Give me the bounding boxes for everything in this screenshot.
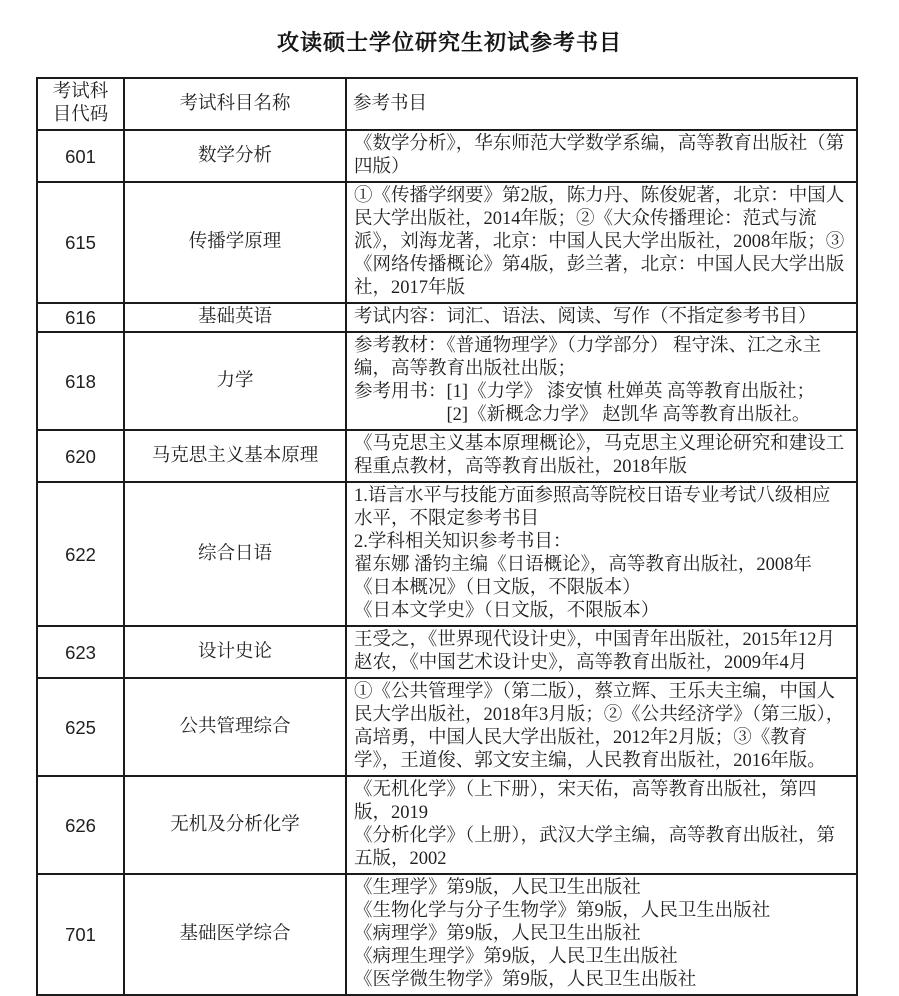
reference-line: 《病理生理学》第9版，人民卫生出版社 <box>354 947 678 967</box>
table-header <box>37 78 857 130</box>
reference-line: 2.学科相关知识参考书目： <box>354 532 572 552</box>
reference-line: 《马克思主义基本原理概论》，马克思主义理论研究和建设工程重点教材，高等教育出版社，2018年版 <box>354 434 845 477</box>
subject-name-cell: 数学分析 <box>124 130 346 182</box>
reference-line: 王受之，《世界现代设计史》，中国青年出版社，2015年12月 <box>354 630 836 650</box>
reference-line: ①《传播学纲要》第2版，陈力丹、陈俊妮著，北京：中国人民大学出版社，2014年版；②《大众传播理论：范式与流派》，刘海龙著，北京：中国人民大学出版社，2008年版；③《网络传播概论》第4版，彭兰著，北京：中国人民大学出版社，2017年版 <box>354 186 845 298</box>
reference-line: [2]《新概念力学》 赵凯华 高等教育出版社。 <box>354 405 811 425</box>
subject-code-cell: 620 <box>37 430 124 482</box>
subject-name-cell: 传播学原理 <box>124 182 346 303</box>
subject-code-cell: 625 <box>37 678 124 776</box>
reference-line: 《数学分析》，华东师范大学数学系编，高等教育出版社（第四版） <box>354 134 845 177</box>
subject-name-cell: 无机及分析化学 <box>124 776 346 874</box>
table-row <box>37 303 857 332</box>
table-row <box>37 626 857 678</box>
table-row <box>37 430 857 482</box>
column-header-subject-code: 考试科目代码 <box>37 78 124 130</box>
reference-line: 参考用书：[1]《力学》 漆安慎 杜婵英 高等教育出版社； <box>354 382 815 402</box>
table-body <box>37 130 857 995</box>
reference-books-cell <box>346 303 857 332</box>
reference-line: 《日本概况》（日文版，不限版本） <box>354 578 641 598</box>
reference-line: 参考教材：《普通物理学》（力学部分） 程守洙、江之永主编，高等教育出版社出版； <box>354 336 822 379</box>
reference-books-cell <box>346 430 857 482</box>
reference-line: 《无机化学》（上下册），宋天佑，高等教育出版社，第四版，2019 <box>354 780 817 823</box>
reference-line: 《病理学》第9版，人民卫生出版社 <box>354 924 641 944</box>
subject-name-cell: 设计史论 <box>124 626 346 678</box>
reference-books-cell <box>346 678 857 776</box>
table-row <box>37 874 857 995</box>
subject-code-cell: 615 <box>37 182 124 303</box>
table-header-row <box>37 78 857 130</box>
reference-books-cell <box>346 874 857 995</box>
reference-line: 考试内容：词汇、语法、阅读、写作（不指定参考书目） <box>354 307 817 327</box>
table-row <box>37 130 857 182</box>
subject-name-cell: 基础英语 <box>124 303 346 332</box>
reference-line: ①《公共管理学》（第二版），蔡立辉、王乐夫主编，中国人民大学出版社，2018年3月版；②《公共经济学》（第三版），高培勇，中国人民大学出版社，2012年2月版；③《教育学》，王道俊、郭文安主编，人民教育出版社，2016年版。 <box>354 682 845 771</box>
column-header-subject-name: 考试科目名称 <box>124 78 346 130</box>
reference-line: 赵农，《中国艺术设计史》，高等教育出版社，2009年4月 <box>354 653 808 673</box>
subject-name-cell: 综合日语 <box>124 482 346 626</box>
subject-code-cell: 701 <box>37 874 124 995</box>
subject-code-cell: 618 <box>37 332 124 430</box>
subject-name-cell: 基础医学综合 <box>124 874 346 995</box>
reference-line: 《生理学》第9版，人民卫生出版社 <box>354 878 641 898</box>
table-row <box>37 182 857 303</box>
subject-code-cell: 616 <box>37 303 124 332</box>
reference-book-table <box>36 77 858 996</box>
subject-code-cell: 601 <box>37 130 124 182</box>
table-row <box>37 482 857 626</box>
subject-code-cell: 623 <box>37 626 124 678</box>
reference-line: 《医学微生物学》第9版，人民卫生出版社 <box>354 970 697 990</box>
table-row <box>37 332 857 430</box>
reference-line: 《生物化学与分子生物学》第9版，人民卫生出版社 <box>354 901 771 921</box>
reference-line: 1.语言水平与技能方面参照高等院校日语专业考试八级相应水平，不限定参考书目 <box>354 486 831 529</box>
page-title: 攻读硕士学位研究生初试参考书目 <box>276 30 622 55</box>
subject-name-cell: 马克思主义基本原理 <box>124 430 346 482</box>
reference-books-cell <box>346 482 857 626</box>
table-row <box>37 678 857 776</box>
reference-line: 《分析化学》（上册），武汉大学主编，高等教育出版社，第五版，2002 <box>354 826 836 869</box>
column-header-reference-books: 参考书目 <box>346 78 857 130</box>
subject-name-cell: 公共管理综合 <box>124 678 346 776</box>
reference-line: 《日本文学史》（日文版，不限版本） <box>354 601 660 621</box>
reference-books-cell <box>346 332 857 430</box>
reference-books-cell <box>346 130 857 182</box>
reference-books-cell <box>346 182 857 303</box>
table-row <box>37 776 857 874</box>
reference-line: 翟东娜 潘钧主编《日语概论》，高等教育出版社，2008年 <box>354 555 812 575</box>
reference-books-cell <box>346 776 857 874</box>
subject-name-cell: 力学 <box>124 332 346 430</box>
subject-code-cell: 626 <box>37 776 124 874</box>
subject-code-cell: 622 <box>37 482 124 626</box>
reference-books-cell <box>346 626 857 678</box>
